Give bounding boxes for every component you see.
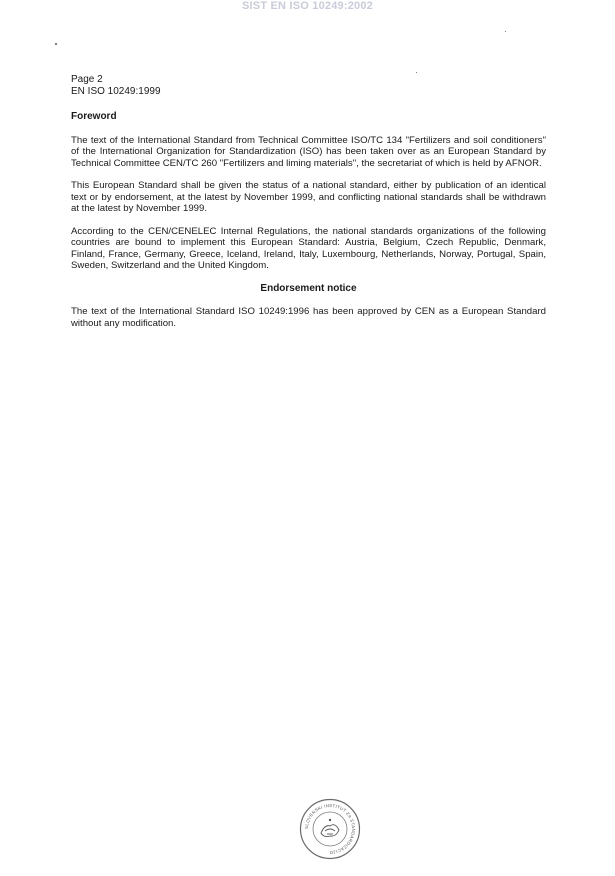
foreword-paragraph-adoption: The text of the International Standard from Technical Committee ISO/TC 134 "Fertilizers and soil conditioners" of the International Organization for Standardization (ISO) has been taken over as an European Standard by Technical Committee CEN/TC 260 "Fertilizers and liming materials", the secretariat of which is held by AFNOR. [71,134,546,169]
document-body [71,111,546,340]
watermark-text: SIST EN ISO 10249:2002 [242,0,373,12]
stamp-text: SLOVENSKI INSTITUT ZA STANDARDIZACIJO [303,802,357,856]
foreword-paragraph-countries: According to the CEN/CENELEC Internal Regulations, the national standards organizations of the following countries are bound to implement this European Standard: Austria, Belgium, Czech Republic, Denmark, Finland, France, Germany, Greece, Iceland, Ireland, Italy, Luxembourg, Netherlands, Norway, Portugal, Spain, Sweden, Switzerland and the United Kingdom. [71,225,546,271]
endorsement-heading: Endorsement notice [260,282,357,294]
institute-stamp-icon [299,798,361,860]
scan-speck [505,31,506,32]
page-number: Page 2 [71,74,103,85]
foreword-heading: Foreword [71,111,117,122]
document-reference: EN ISO 10249:1999 [71,86,161,97]
endorsement-paragraph: The text of the International Standard ISO 10249:1996 has been approved by CEN as a European Standard without any modification. [71,306,546,329]
scan-speck [416,72,417,73]
scan-speck [55,43,57,45]
page-header [71,74,161,98]
foreword-paragraph-status: This European Standard shall be given the status of a national standard, either by publication of an identical text or by endorsement, at the latest by November 1999, and conflicting national standards shall be withdrawn at the latest by November 1999. [71,180,546,214]
